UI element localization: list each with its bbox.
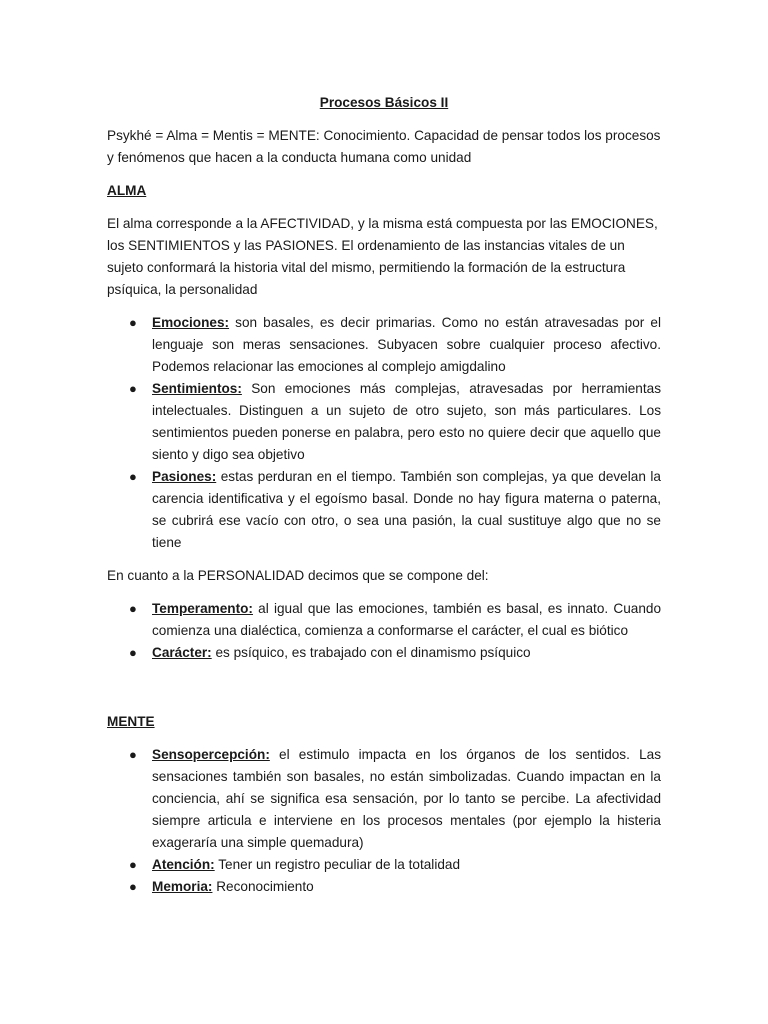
- term-label: Carácter:: [152, 645, 212, 660]
- list-item-sentimientos: [107, 378, 661, 466]
- list-item-pasiones: [107, 466, 661, 554]
- personalidad-list: [107, 598, 661, 664]
- bullet-icon: ●: [129, 315, 137, 330]
- term-description: es psíquico, es trabajado con el dinamismo psíquico: [211, 645, 531, 660]
- list-item-memoria: [107, 876, 661, 898]
- bullet-icon: ●: [129, 857, 137, 872]
- alma-paragraph: El alma corresponde a la AFECTIVIDAD, y la misma está compuesta por las EMOCIONES, los SENTIMIENTOS y las PASIONES. El ordenamiento de las instancias vitales de un sujeto conformará la historia vital del mismo, permitiendo la formación de la estructura psíquica, la personalidad: [107, 216, 658, 297]
- term-description: estas perduran en el tiempo. También son complejas, ya que develan la carencia identificativa y el egoísmo basal. Donde no hay figura materna o paterna, se cubrirá ese vacío con otro, o sea una pasión, la cual sustituye algo que no se tiene: [152, 469, 661, 550]
- bullet-icon: ●: [129, 747, 137, 762]
- intro-paragraph: Psykhé = Alma = Mentis = MENTE: Conocimiento. Capacidad de pensar todos los procesos y fenómenos que hacen a la conducta humana como unidad: [107, 128, 661, 165]
- section-spacer: [107, 675, 661, 711]
- term-description: Son emociones más complejas, atravesadas por herramientas intelectuales. Distinguen a un sujeto de otro sujeto, son más particulares. Los sentimientos pueden ponerse en palabra, pero esto no quiere decir que aquello que siento y digo sea objetivo: [152, 381, 661, 462]
- list-item-emociones: [107, 312, 661, 378]
- bullet-icon: ●: [129, 879, 137, 894]
- list-item-sensopercepcion: [107, 744, 661, 854]
- section-heading-mente: MENTE: [107, 714, 155, 729]
- term-label: Sentimientos:: [152, 381, 242, 396]
- personalidad-paragraph: En cuanto a la PERSONALIDAD decimos que se compone del:: [107, 568, 489, 583]
- term-label: Atención:: [152, 857, 215, 872]
- list-item-atencion: [107, 854, 661, 876]
- bullet-icon: ●: [129, 469, 137, 484]
- bullet-icon: ●: [129, 645, 137, 660]
- term-description: al igual que las emociones, también es basal, es innato. Cuando comienza una dialéctica, comienza a conformarse el carácter, el cual es biótico: [152, 601, 661, 638]
- term-description: Reconocimiento: [212, 879, 314, 894]
- alma-list: [107, 312, 661, 554]
- term-description: el estimulo impacta en los órganos de los sentidos. Las sensaciones también son basales, no están simbolizadas. Cuando impactan en la conciencia, ahí se significa esa sensación, por lo tanto se percibe. La afectividad siempre articula e interviene en los procesos mentales (por ejemplo la histeria exageraría una simple quemadura): [152, 747, 661, 850]
- term-label: Pasiones:: [152, 469, 217, 484]
- term-description: son basales, es decir primarias. Como no están atravesadas por el lenguaje son meras sensaciones. Subyacen sobre cualquier proceso afectivo. Podemos relacionar las emociones al complejo amigdalino: [152, 315, 661, 374]
- term-label: Sensopercepción:: [152, 747, 270, 762]
- bullet-icon: ●: [129, 381, 137, 396]
- term-label: Memoria:: [152, 879, 213, 894]
- bullet-icon: ●: [129, 601, 137, 616]
- mente-list: [107, 744, 661, 898]
- term-label: Temperamento:: [152, 601, 253, 616]
- section-heading-alma: ALMA: [107, 183, 147, 198]
- term-description: Tener un registro peculiar de la totalidad: [214, 857, 461, 872]
- document-title: Procesos Básicos II: [319, 95, 449, 110]
- term-label: Emociones:: [152, 315, 230, 330]
- list-item-temperamento: [107, 598, 661, 642]
- list-item-caracter: [107, 642, 661, 664]
